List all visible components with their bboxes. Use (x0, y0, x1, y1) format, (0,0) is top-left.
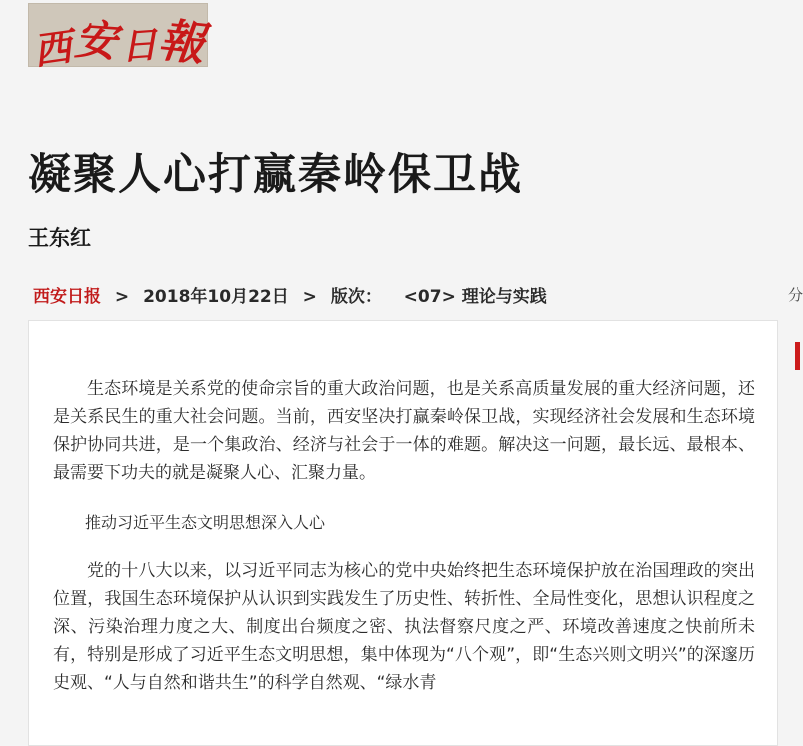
edition-number[interactable]: <07> (403, 287, 456, 307)
article-body (53, 375, 755, 719)
edition-section[interactable]: 理论与实践 (461, 287, 547, 307)
article-paragraph: 党的十八大以来，以习近平同志为核心的党中央始终把生态环境保护放在治国理政的突出位置，我国生态环境保护从认识到实践发生了历史性、转折性、全局性变化，思想认识程度之深、污染治理力度之大、制度出台频度之密、执法督察尺度之严、环境改善速度之快前所未有，特别是形成了习近平生态文明思想，集中体现为“八个观”，即“生态兴则文明兴”的深邃历史观、“人与自然和谐共生”的科学自然观、“绿水青 (53, 561, 755, 693)
breadcrumb (33, 282, 547, 307)
logo-char-1: 西 (30, 23, 75, 74)
edition-label: 版次： (330, 287, 382, 307)
site-logo[interactable] (28, 3, 208, 74)
article-title: 凝聚人心打赢秦岭保卫战 (28, 150, 523, 200)
logo-char-3: 日 (119, 23, 159, 69)
breadcrumb-separator: > (302, 287, 317, 307)
logo-char-4: 報 (155, 12, 208, 72)
breadcrumb-date[interactable]: 2018年10月22日 (143, 287, 289, 307)
article-paragraph: 生态环境是关系党的使命宗旨的重大政治问题，也是关系高质量发展的重大经济问题，还是关系民生的重大社会问题。当前，西安坚决打赢秦岭保卫战，实现经济社会发展和生态环境保护协同共进，是一个集政治、经济与社会于一体的难题。解决这一问题，最长远、最根本、最需要下功夫的就是凝聚人心、汇聚力量。 (53, 379, 755, 483)
article-content-panel (28, 320, 778, 746)
article-author: 王东红 (28, 226, 91, 250)
logo-char-2: 安 (73, 14, 119, 67)
breadcrumb-source-link[interactable]: 西安日报 (33, 287, 101, 307)
share-label[interactable]: 分 (788, 286, 803, 304)
breadcrumb-separator: > (114, 287, 130, 307)
side-accent-bar (795, 342, 800, 370)
article-subheading: 推动习近平生态文明思想深入人心 (85, 513, 326, 532)
